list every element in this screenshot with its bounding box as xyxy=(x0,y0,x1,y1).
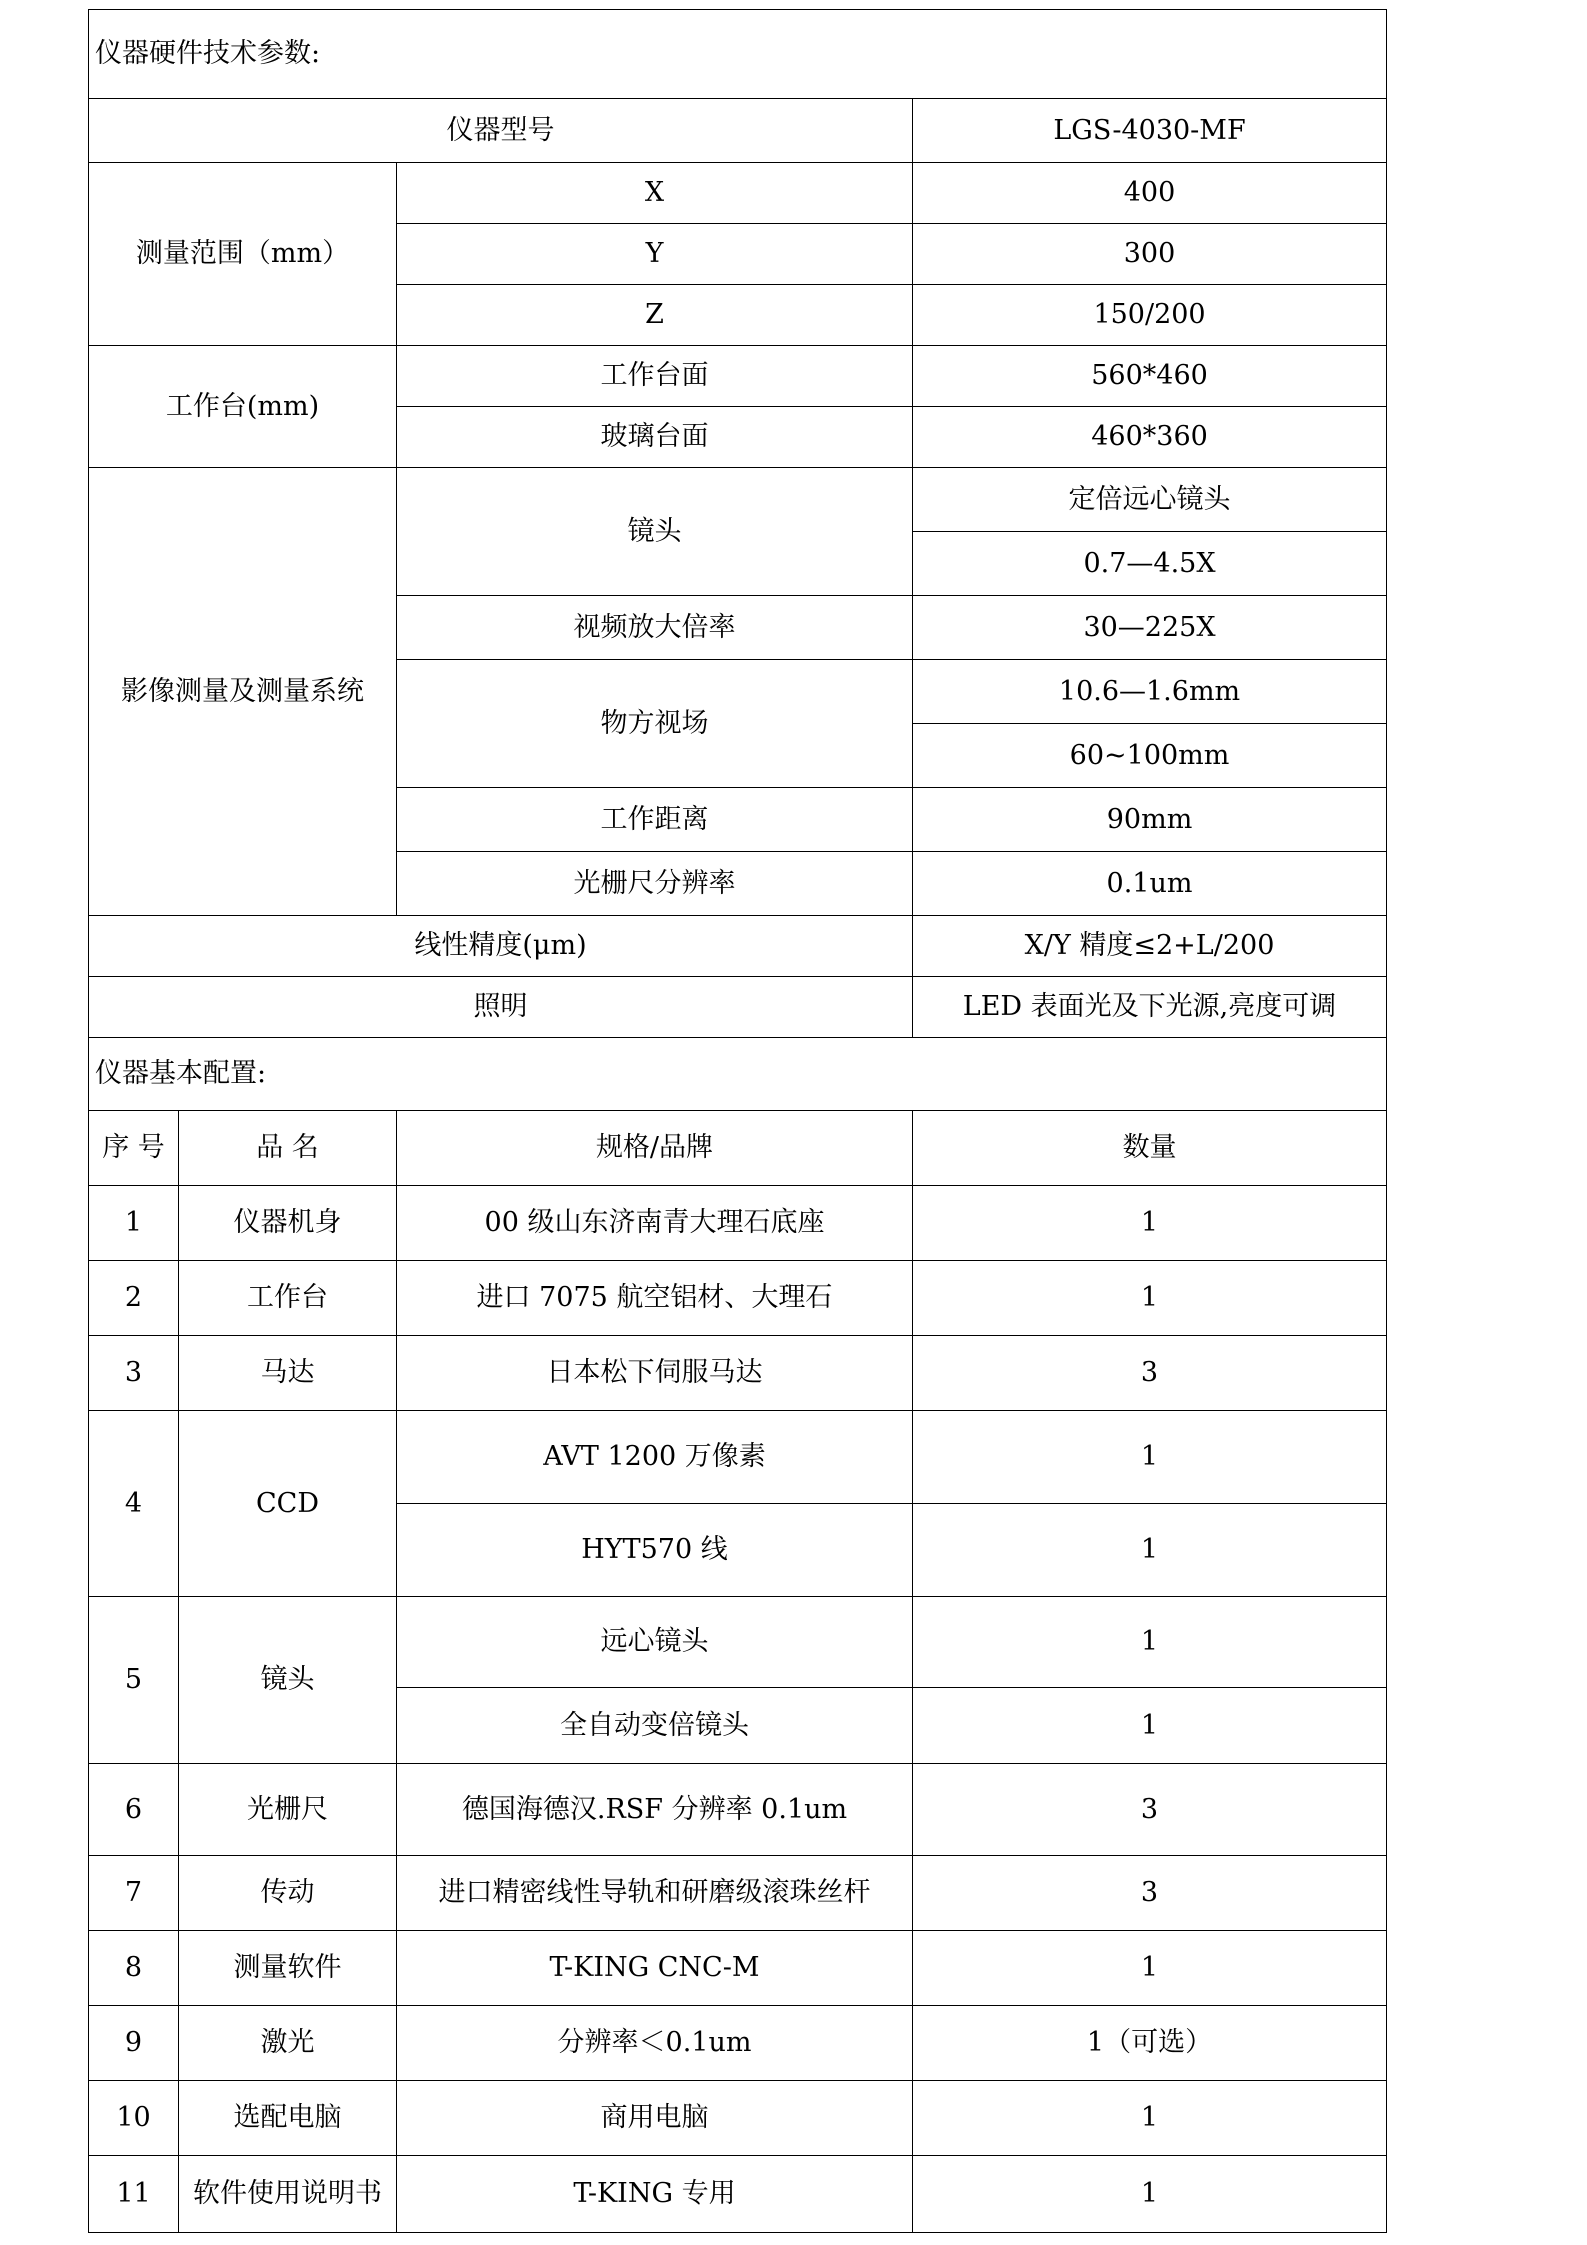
range-axis: X xyxy=(397,163,913,224)
row-qty: 1 xyxy=(913,1186,1387,1261)
accuracy-label: 线性精度(μm) xyxy=(89,916,913,977)
header-index: 序 号 xyxy=(89,1111,179,1186)
lens-value: 0.7—4.5X xyxy=(913,532,1387,596)
row-spec: 商用电脑 xyxy=(397,2081,913,2156)
table-row xyxy=(89,1931,1387,2006)
accuracy-value: X/Y 精度≤2+L/200 xyxy=(913,916,1387,977)
distance-value: 90mm xyxy=(913,788,1387,852)
row-name: 软件使用说明书 xyxy=(179,2156,397,2233)
lens-label: 镜头 xyxy=(397,468,913,596)
row-spec: 00 级山东济南青大理石底座 xyxy=(397,1186,913,1261)
lighting-label: 照明 xyxy=(89,977,913,1038)
row-name: 马达 xyxy=(179,1336,397,1411)
header-spec: 规格/品牌 xyxy=(397,1111,913,1186)
row-spec: HYT570 线 xyxy=(397,1504,913,1597)
model-label: 仪器型号 xyxy=(89,99,913,163)
fov-value: 60~100mm xyxy=(913,724,1387,788)
row-spec: 分辨率＜0.1um xyxy=(397,2006,913,2081)
row-name: 传动 xyxy=(179,1856,397,1931)
scale-resolution-label: 光栅尺分辨率 xyxy=(397,852,913,916)
row-qty: 3 xyxy=(913,1764,1387,1856)
row-index: 6 xyxy=(89,1764,179,1856)
table-row xyxy=(89,1597,1387,1688)
range-label: 测量范围（mm） xyxy=(89,163,397,346)
row-name: 激光 xyxy=(179,2006,397,2081)
row-qty: 1 xyxy=(913,2156,1387,2233)
header-name: 品 名 xyxy=(179,1111,397,1186)
distance-label: 工作距离 xyxy=(397,788,913,852)
range-axis: Z xyxy=(397,285,913,346)
row-index: 11 xyxy=(89,2156,179,2233)
row-spec: 德国海德汉.RSF 分辨率 0.1um xyxy=(397,1764,913,1856)
magnification-label: 视频放大倍率 xyxy=(397,596,913,660)
row-spec: 日本松下伺服马达 xyxy=(397,1336,913,1411)
hardware-section-title: 仪器硬件技术参数: xyxy=(89,10,1387,99)
row-index: 9 xyxy=(89,2006,179,2081)
range-value: 300 xyxy=(913,224,1387,285)
row-spec: T-KING 专用 xyxy=(397,2156,913,2233)
row-name: 测量软件 xyxy=(179,1931,397,2006)
spec-table xyxy=(88,9,1387,2233)
row-qty: 1 xyxy=(913,2081,1387,2156)
row-qty: 1（可选） xyxy=(913,2006,1387,2081)
row-index: 7 xyxy=(89,1856,179,1931)
table-row xyxy=(89,2156,1387,2233)
table-row xyxy=(89,1764,1387,1856)
row-spec: 全自动变倍镜头 xyxy=(397,1688,913,1764)
row-index: 1 xyxy=(89,1186,179,1261)
row-qty: 1 xyxy=(913,1504,1387,1597)
range-value: 400 xyxy=(913,163,1387,224)
imaging-label: 影像测量及测量系统 xyxy=(89,468,397,916)
table-row xyxy=(89,2081,1387,2156)
row-qty: 1 xyxy=(913,1597,1387,1688)
row-spec: 进口精密线性导轨和研磨级滚珠丝杆 xyxy=(397,1856,913,1931)
row-index: 4 xyxy=(89,1411,179,1597)
model-value: LGS-4030-MF xyxy=(913,99,1387,163)
row-name: 工作台 xyxy=(179,1261,397,1336)
range-axis: Y xyxy=(397,224,913,285)
table-row xyxy=(89,1261,1387,1336)
row-name: 仪器机身 xyxy=(179,1186,397,1261)
config-section-title: 仪器基本配置: xyxy=(89,1038,1387,1111)
worktable-value: 560*460 xyxy=(913,346,1387,407)
row-index: 10 xyxy=(89,2081,179,2156)
fov-value: 10.6—1.6mm xyxy=(913,660,1387,724)
table-row xyxy=(89,1856,1387,1931)
table-row xyxy=(89,1336,1387,1411)
worktable-item: 玻璃台面 xyxy=(397,407,913,468)
row-name: CCD xyxy=(179,1411,397,1597)
row-qty: 1 xyxy=(913,1688,1387,1764)
row-name: 选配电脑 xyxy=(179,2081,397,2156)
row-qty: 3 xyxy=(913,1856,1387,1931)
row-index: 8 xyxy=(89,1931,179,2006)
table-row xyxy=(89,1411,1387,1504)
table-row xyxy=(89,1186,1387,1261)
row-index: 5 xyxy=(89,1597,179,1764)
scale-resolution-value: 0.1um xyxy=(913,852,1387,916)
row-qty: 1 xyxy=(913,1931,1387,2006)
worktable-value: 460*360 xyxy=(913,407,1387,468)
row-qty: 1 xyxy=(913,1261,1387,1336)
row-spec: 进口 7075 航空铝材、大理石 xyxy=(397,1261,913,1336)
range-value: 150/200 xyxy=(913,285,1387,346)
header-qty: 数量 xyxy=(913,1111,1387,1186)
table-row xyxy=(89,2006,1387,2081)
row-index: 3 xyxy=(89,1336,179,1411)
fov-label: 物方视场 xyxy=(397,660,913,788)
row-qty: 3 xyxy=(913,1336,1387,1411)
worktable-label: 工作台(mm) xyxy=(89,346,397,468)
row-spec: T-KING CNC-M xyxy=(397,1931,913,2006)
row-index: 2 xyxy=(89,1261,179,1336)
row-name: 光栅尺 xyxy=(179,1764,397,1856)
magnification-value: 30—225X xyxy=(913,596,1387,660)
row-qty: 1 xyxy=(913,1411,1387,1504)
row-spec: 远心镜头 xyxy=(397,1597,913,1688)
lens-value: 定倍远心镜头 xyxy=(913,468,1387,532)
row-name: 镜头 xyxy=(179,1597,397,1764)
lighting-value: LED 表面光及下光源,亮度可调 xyxy=(913,977,1387,1038)
worktable-item: 工作台面 xyxy=(397,346,913,407)
row-spec: AVT 1200 万像素 xyxy=(397,1411,913,1504)
